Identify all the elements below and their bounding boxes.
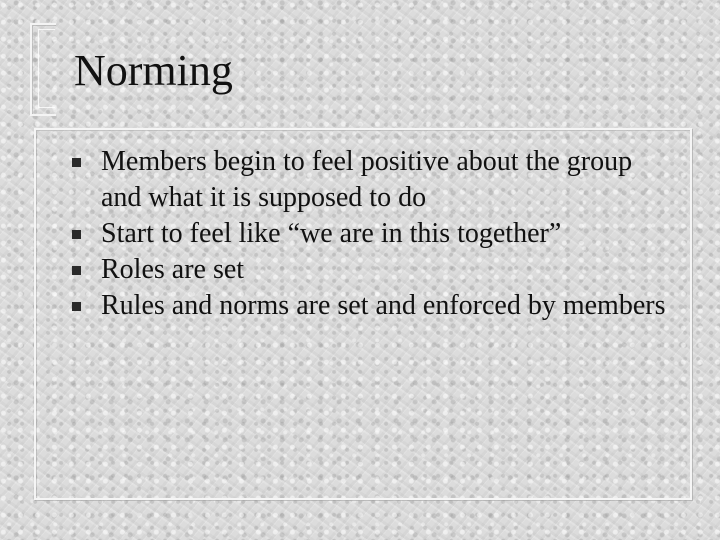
bullet-item — [72, 252, 672, 288]
bullet-item — [72, 216, 672, 252]
bullet-text: Rules and norms are set and enforced by members — [101, 290, 666, 321]
slide-title: Norming — [74, 46, 233, 95]
bullet-item — [72, 288, 672, 324]
square-bullet-icon — [72, 158, 81, 167]
square-bullet-icon — [72, 266, 81, 275]
bullet-list — [72, 144, 672, 324]
square-bullet-icon — [72, 302, 81, 311]
bullet-text: Members begin to feel positive about the group and what it is supposed to do — [101, 146, 633, 213]
bullet-text: Start to feel like “we are in this together” — [101, 218, 562, 249]
bullet-item — [72, 144, 672, 216]
title-frame-inner-decoration — [38, 29, 55, 108]
square-bullet-icon — [72, 230, 81, 239]
bullet-text: Roles are set — [101, 254, 245, 285]
